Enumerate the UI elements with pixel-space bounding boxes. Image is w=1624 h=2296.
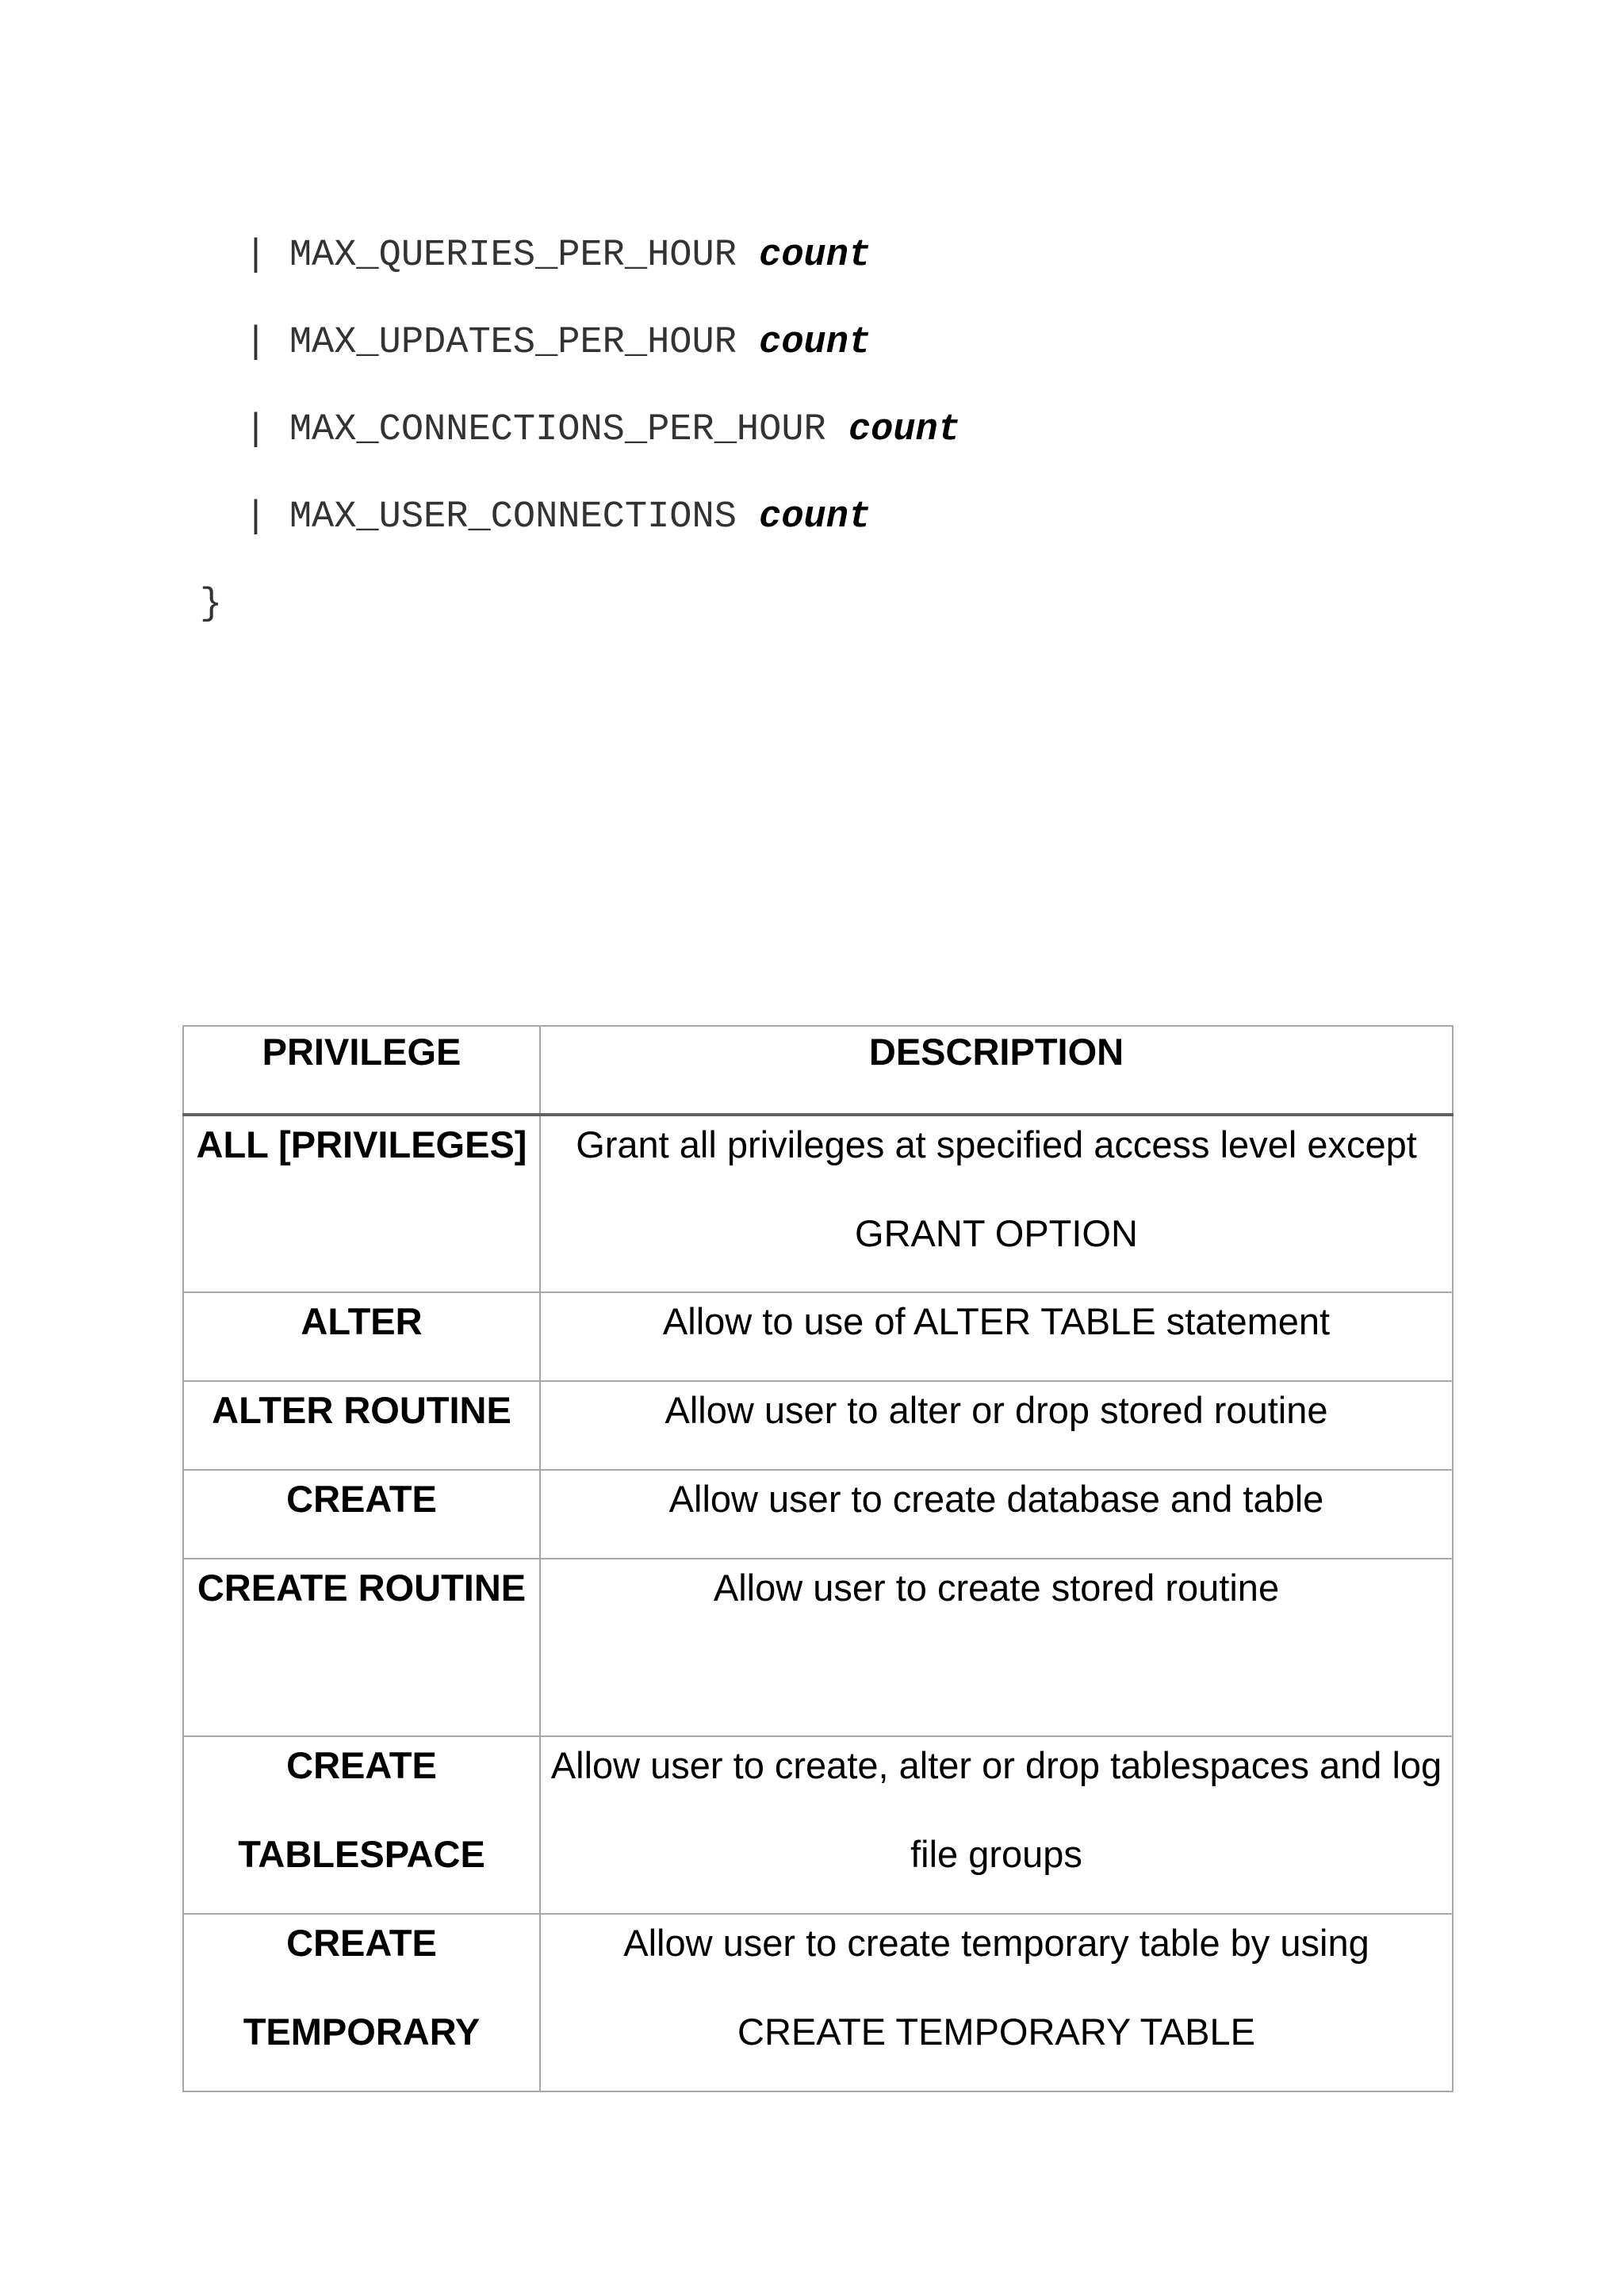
description-cell: Grant all privileges at specified access level except GRANT OPTION [540,1115,1453,1292]
table-row [183,1559,1453,1736]
privilege-cell: CREATE [183,1470,540,1559]
description-cell: Allow user to create stored routine [540,1559,1453,1736]
code-closing-brace: } [200,584,223,626]
privilege-cell: ALTER ROUTINE [183,1381,540,1470]
privilege-cell: CREATE ROUTINE [183,1559,540,1736]
description-cell: Allow to use of ALTER TABLE statement [540,1292,1453,1381]
table-row [183,1115,1453,1292]
header-privilege: PRIVILEGE [183,1026,540,1115]
code-line: | MAX_QUERIES_PER_HOUR count [200,235,871,277]
table-row [183,1914,1453,2091]
description-cell: Allow user to create database and table [540,1470,1453,1559]
code-snippet [200,190,960,670]
description-cell: Allow user to create, alter or drop tablespaces and log file groups [540,1736,1453,1914]
privilege-cell: CREATE TEMPORARY [183,1914,540,2091]
privilege-cell: ALTER [183,1292,540,1381]
code-line: | MAX_CONNECTIONS_PER_HOUR count [200,409,960,451]
code-line: | MAX_USER_CONNECTIONS count [200,496,871,538]
privilege-cell: CREATE TABLESPACE [183,1736,540,1914]
privilege-cell: ALL [PRIVILEGES] [183,1115,540,1292]
description-cell: Allow user to create temporary table by using CREATE TEMPORARY TABLE [540,1914,1453,2091]
header-description: DESCRIPTION [540,1026,1453,1115]
description-cell: Allow user to alter or drop stored routine [540,1381,1453,1470]
code-line: | MAX_UPDATES_PER_HOUR count [200,322,871,364]
table-row [183,1736,1453,1914]
privilege-table [182,1025,1454,2092]
